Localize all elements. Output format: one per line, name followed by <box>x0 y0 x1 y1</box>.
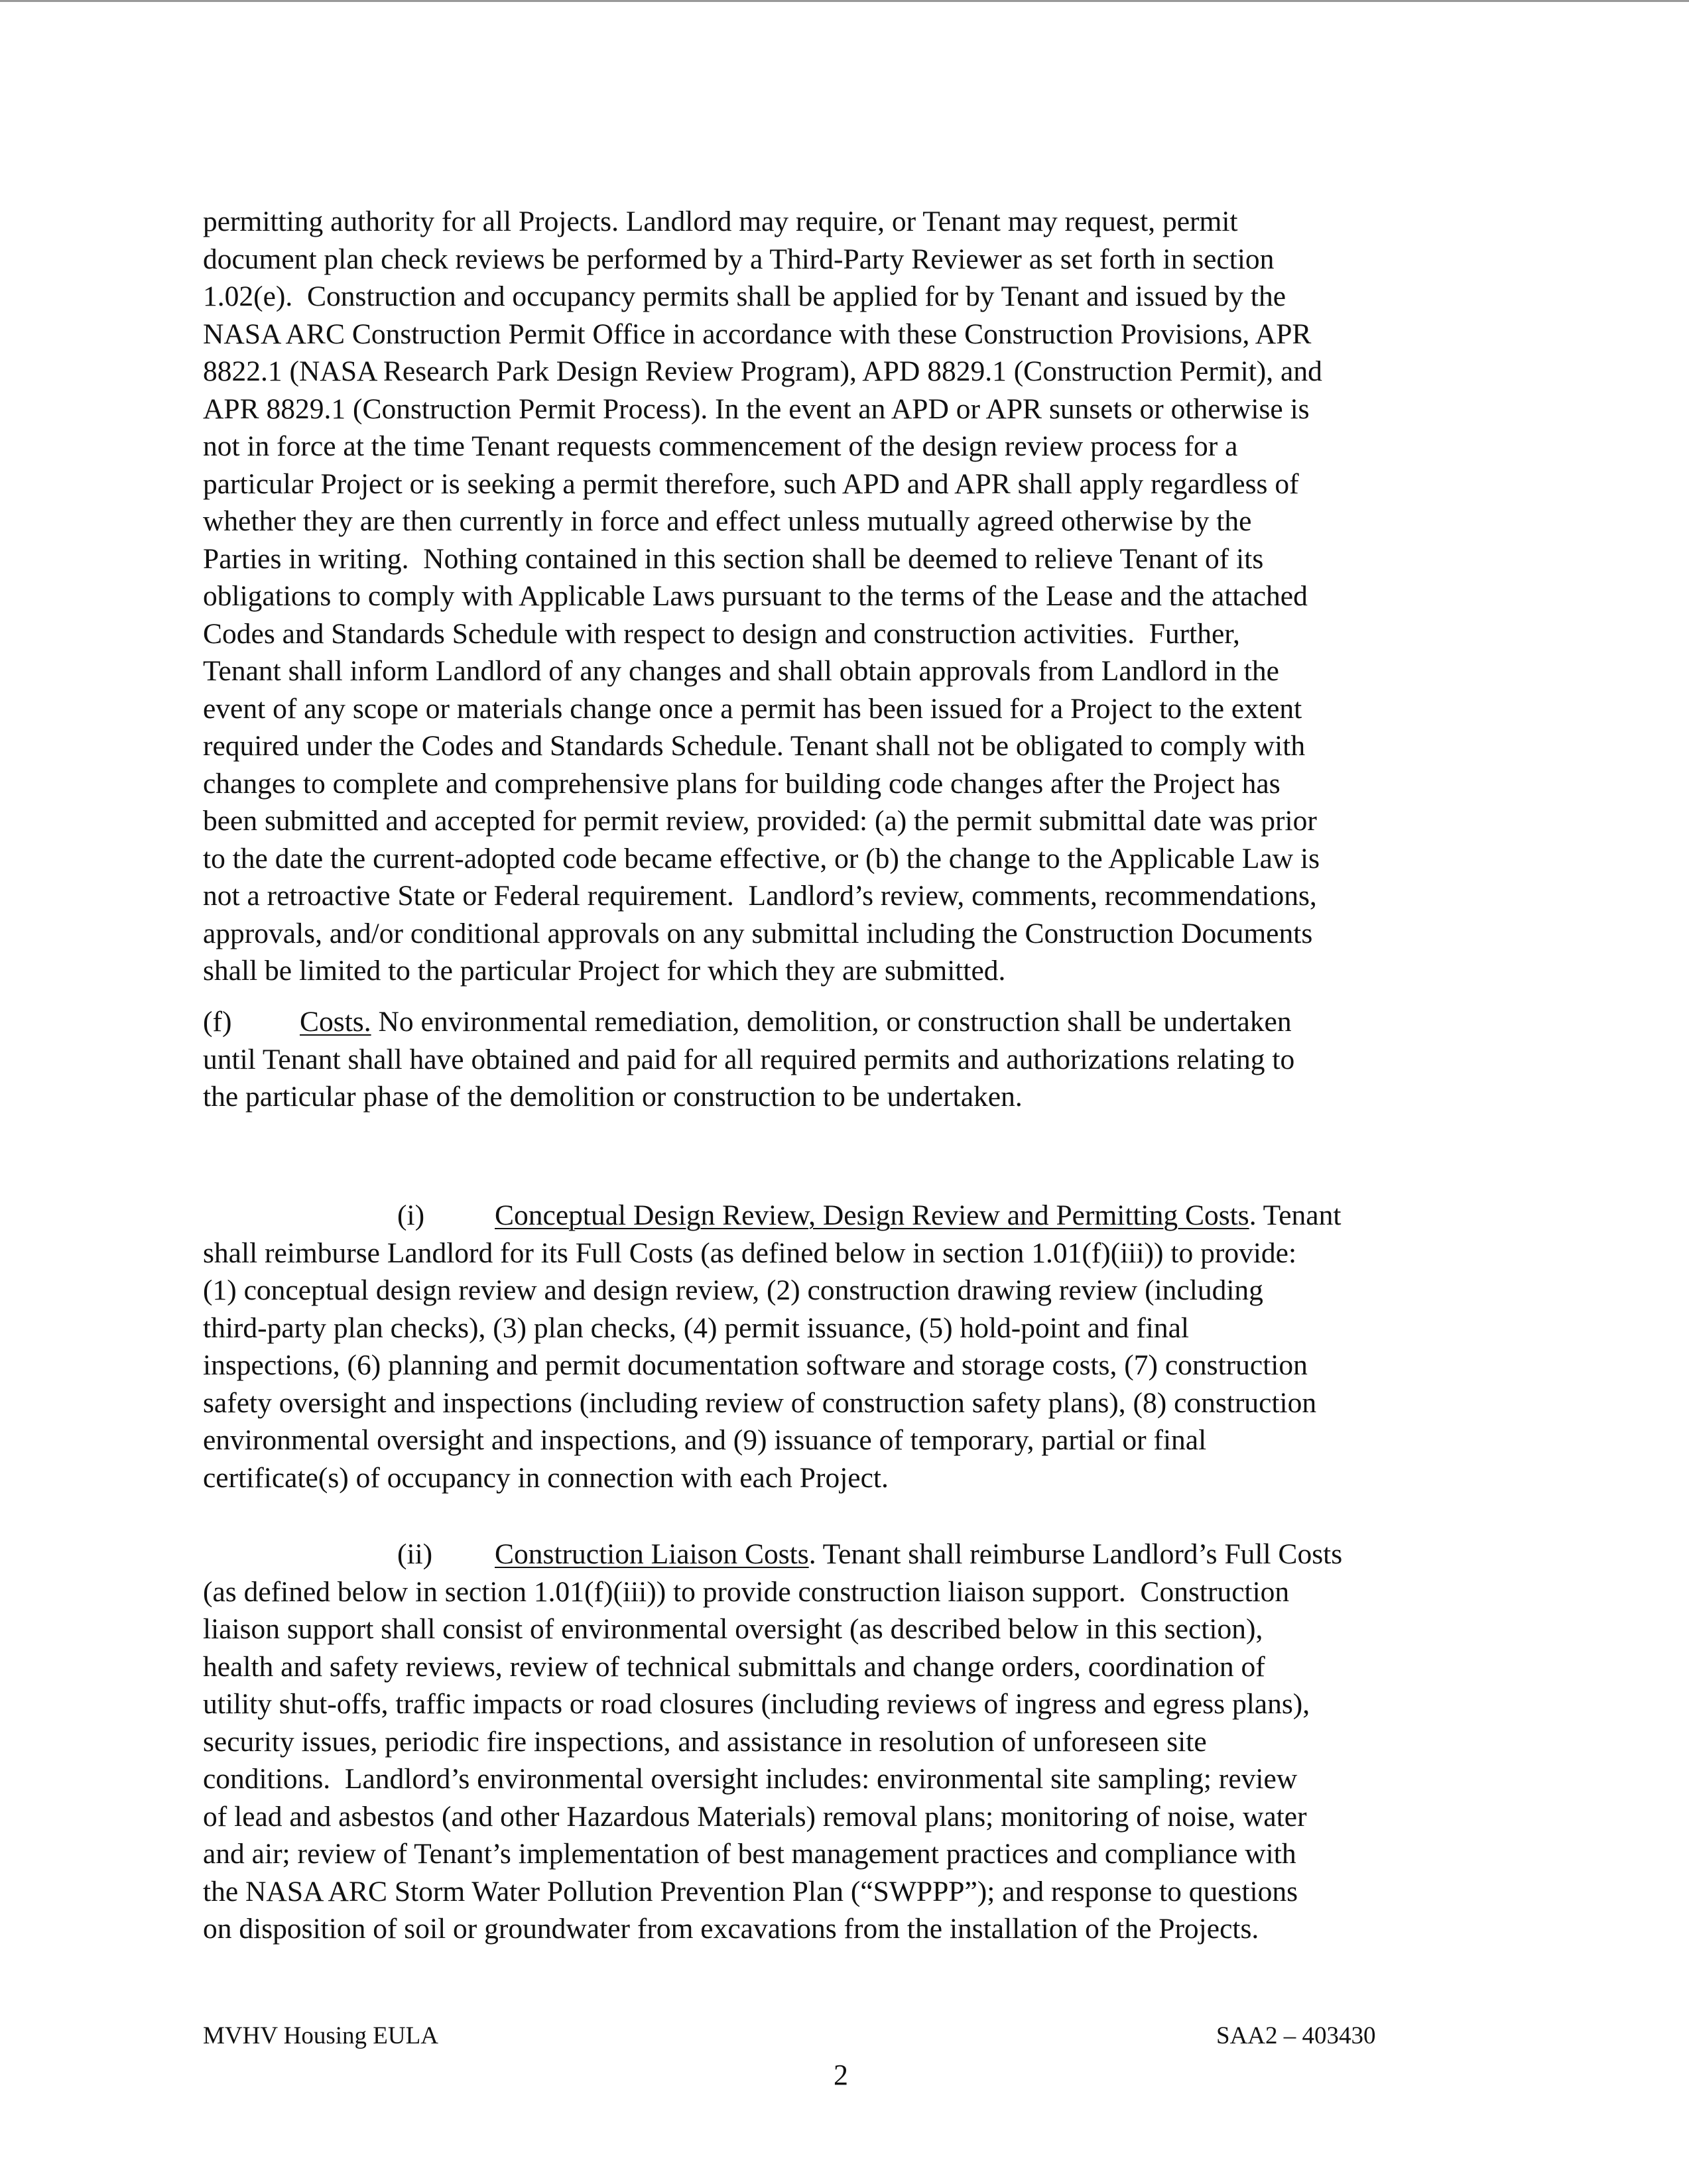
paragraph-line: health and safety reviews, review of technical submittals and change orders, coordination of <box>203 1650 1265 1683</box>
paragraph-line: approvals, and/or conditional approvals on any submittal including the Construction Documents <box>203 917 1313 949</box>
paragraph-line: on disposition of soil or groundwater from excavations from the installation of the Projects. <box>203 1913 1259 1945</box>
paragraph-line: document plan check reviews be performed by a Third-Party Reviewer as set forth in section <box>203 243 1275 275</box>
paragraph-permitting-authority <box>203 203 1322 990</box>
paragraph-line: Tenant shall inform Landlord of any changes and shall obtain approvals from Landlord in the <box>203 655 1279 687</box>
paragraph-line: third-party plan checks), (3) plan checks, (4) permit issuance, (5) hold-point and final <box>203 1311 1189 1344</box>
paragraph-line: shall be limited to the particular Project for which they are submitted. <box>203 955 1006 987</box>
paragraph-line: the particular phase of the demolition or construction to be undertaken. <box>203 1081 1023 1113</box>
scan-top-edge <box>0 0 1689 2</box>
section-f-costs <box>203 1003 1294 1116</box>
paragraph-line: (as defined below in section 1.01(f)(iii)) to provide construction liaison support. Construction <box>203 1575 1290 1608</box>
paragraph-line: required under the Codes and Standards Schedule. Tenant shall not be obligated to comply with <box>203 730 1306 762</box>
paragraph-line: NASA ARC Construction Permit Office in accordance with these Construction Provisions, APR <box>203 318 1312 350</box>
paragraph-line: Parties in writing. Nothing contained in this section shall be deemed to relieve Tenant of its <box>203 542 1264 575</box>
section-i-design-review-costs <box>203 1197 1341 1496</box>
paragraph-line: conditions. Landlord’s environmental oversight includes: environmental site sampling; review <box>203 1763 1298 1795</box>
paragraph-line: changes to complete and comprehensive plans for building code changes after the Project has <box>203 767 1281 800</box>
section-ii-marker: (ii) <box>397 1538 433 1570</box>
section-i-marker: (i) <box>397 1199 425 1231</box>
section-i-first-line <box>203 1197 1341 1235</box>
section-f-first-line-text: No environmental remediation, demolition, or construction shall be undertaken <box>371 1006 1292 1038</box>
paragraph-line: (1) conceptual design review and design review, (2) construction drawing review (including <box>203 1274 1263 1306</box>
footer-agreement-number: SAA2 – 403430 <box>1216 2022 1376 2049</box>
section-f-marker: (f) <box>203 1006 232 1038</box>
paragraph-line: 1.02(e). Construction and occupancy permits shall be applied for by Tenant and issued by the <box>203 280 1286 312</box>
paragraph-line: environmental oversight and inspections, and (9) issuance of temporary, partial or final <box>203 1424 1207 1456</box>
paragraph-line: obligations to comply with Applicable Laws pursuant to the terms of the Lease and the attached <box>203 580 1308 612</box>
paragraph-line: not in force at the time Tenant requests commencement of the design review process for a <box>203 430 1238 462</box>
section-ii-construction-liaison-costs <box>203 1536 1342 1948</box>
paragraph-line: of lead and asbestos (and other Hazardous Materials) removal plans; monitoring of noise, water <box>203 1800 1307 1833</box>
paragraph-line: and air; review of Tenant’s implementation of best management practices and compliance with <box>203 1838 1296 1870</box>
section-f-heading: Costs. <box>300 1006 371 1038</box>
paragraph-line: certificate(s) of occupancy in connection with each Project. <box>203 1461 889 1494</box>
page-number: 2 <box>834 2059 848 2091</box>
section-ii-first-line-text: . Tenant shall reimburse Landlord’s Full Costs <box>808 1538 1343 1570</box>
section-f-first-line <box>203 1003 1294 1041</box>
paragraph-line: permitting authority for all Projects. Landlord may require, or Tenant may request, permit <box>203 206 1238 237</box>
section-ii-first-line <box>203 1536 1342 1573</box>
paragraph-line: event of any scope or materials change once a permit has been issued for a Project to the extent <box>203 692 1302 725</box>
section-i-heading: Conceptual Design Review, Design Review and Permitting Costs <box>495 1199 1249 1231</box>
paragraph-line: safety oversight and inspections (including review of construction safety plans), (8) construction <box>203 1386 1317 1419</box>
paragraph-line: the NASA ARC Storm Water Pollution Prevention Plan (“SWPPP”); and response to questions <box>203 1875 1298 1908</box>
paragraph-line: been submitted and accepted for permit review, provided: (a) the permit submittal date was prior <box>203 805 1317 837</box>
paragraph-line: utility shut-offs, traffic impacts or road closures (including reviews of ingress and egress plans), <box>203 1688 1310 1720</box>
section-ii-heading: Construction Liaison Costs <box>495 1538 809 1570</box>
paragraph-line: security issues, periodic fire inspections, and assistance in resolution of unforeseen site <box>203 1725 1207 1758</box>
paragraph-line: to the date the current-adopted code became effective, or (b) the change to the Applicable Law is <box>203 842 1320 875</box>
section-i-first-line-text: . Tenant <box>1249 1199 1342 1231</box>
paragraph-line: shall reimburse Landlord for its Full Costs (as defined below in section 1.01(f)(iii)) to provide: <box>203 1237 1297 1269</box>
paragraph-line: APR 8829.1 (Construction Permit Process). In the event an APD or APR sunsets or otherwise is <box>203 393 1310 425</box>
paragraph-line: whether they are then currently in force and effect unless mutually agreed otherwise by the <box>203 505 1252 537</box>
paragraph-line: inspections, (6) planning and permit documentation software and storage costs, (7) construction <box>203 1349 1308 1381</box>
paragraph-line: particular Project or is seeking a permit therefore, such APD and APR shall apply regardless of <box>203 467 1299 500</box>
paragraph-line: 8822.1 (NASA Research Park Design Review Program), APD 8829.1 (Construction Permit), and <box>203 355 1322 387</box>
paragraph-line: Codes and Standards Schedule with respect to design and construction activities. Further, <box>203 617 1240 650</box>
paragraph-line: not a retroactive State or Federal requirement. Landlord’s review, comments, recommendations, <box>203 880 1317 912</box>
paragraph-line: liaison support shall consist of environmental oversight (as described below in this section), <box>203 1613 1263 1645</box>
paragraph-line: until Tenant shall have obtained and paid for all required permits and authorizations relating to <box>203 1043 1295 1075</box>
footer-document-title: MVHV Housing EULA <box>203 2022 438 2049</box>
